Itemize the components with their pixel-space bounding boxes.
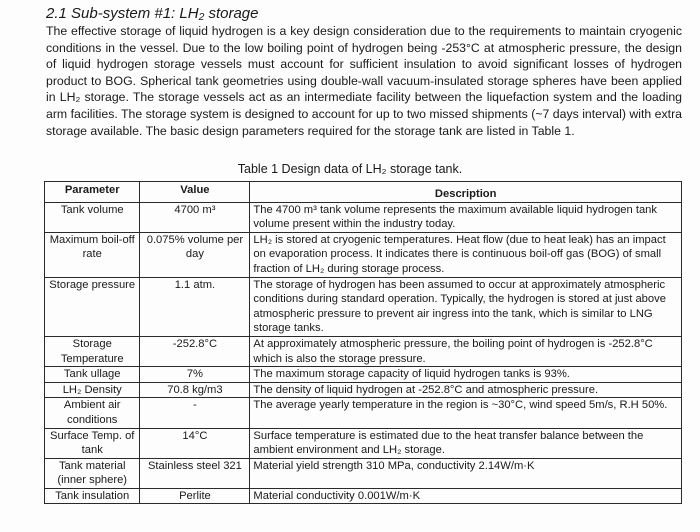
header-description: Description (250, 182, 682, 203)
cell-parameter: Maximum boil-off rate (45, 232, 140, 277)
cell-value: 7% (140, 367, 250, 383)
cell-parameter: Tank material (inner sphere) (45, 458, 140, 488)
table-row (45, 336, 682, 366)
cell-parameter: Tank insulation (45, 488, 140, 504)
section-heading: 2.1 Sub-system #1: LH₂ storage (46, 5, 259, 22)
cell-parameter: Tank volume (45, 202, 140, 232)
cell-value: 14°C (140, 428, 250, 458)
cell-parameter: Ambient air conditions (45, 398, 140, 428)
table-row (45, 202, 682, 232)
table-row (45, 367, 682, 383)
cell-parameter: Surface Temp. of tank (45, 428, 140, 458)
header-parameter: Parameter (45, 182, 140, 203)
header-value: Value (140, 182, 250, 203)
table-caption: Table 1 Design data of LH₂ storage tank. (237, 162, 463, 176)
cell-description: The 4700 m³ tank volume represents the maximum available liquid hydrogen tank volume present within the industry today. (250, 202, 682, 232)
cell-description: LH₂ is stored at cryogenic temperatures. Heat flow (due to heat leak) has an impact on evaporation process. It indicates there is continuous boil-off gas (BOG) of small fraction of LH₂ during storage process. (250, 232, 682, 277)
cell-value: 4700 m³ (140, 202, 250, 232)
cell-value: 70.8 kg/m3 (140, 382, 250, 398)
cell-description: At approximately atmospheric pressure, the boiling point of hydrogen is -252.8°C which is also the storage pressure. (250, 336, 682, 366)
table-row (45, 488, 682, 504)
cell-parameter: Storage Temperature (45, 336, 140, 366)
cell-description: Material yield strength 310 MPa, conductivity 2.14W/m·K (250, 458, 682, 488)
section-paragraph: The effective storage of liquid hydrogen is a key design consideration due to the requirements to maintain cryogenic conditions in the vessel. Due to the low boiling point of hydrogen being -253°C at atmospheric pressure, the design of liquid hydrogen storage vessels must account for sufficient insulation to avoid significant losses of hydrogen product to BOG. Spherical tank geometries using double-wall vacuum-insulated storage spheres have been applied in LH₂ storage. The storage vessels act as an intermediate facility between the liquefaction system and the loading arm facilities. The storage system is designed to account for up to two missed shipments (~7 days interval) with extra storage available. The basic design parameters required for the storage tank are listed in Table 1. (46, 24, 682, 138)
design-data-table (44, 181, 682, 504)
cell-description: The storage of hydrogen has been assumed to occur at approximately atmospheric conditions during standard operation. Typically, the hydrogen is stored at just above atmospheric pressure to prevent air ingress into the tank, which is similar to LNG storage tanks. (250, 277, 682, 336)
table-row (45, 232, 682, 277)
cell-description: Surface temperature is estimated due to the heat transfer balance between the ambient environment and LH₂ storage. (250, 428, 682, 458)
table-header-row (45, 182, 682, 203)
cell-value: - (140, 398, 250, 428)
table-row (45, 458, 682, 488)
cell-description: The maximum storage capacity of liquid hydrogen tanks is 93%. (250, 367, 682, 383)
cell-value: Perlite (140, 488, 250, 504)
cell-value: -252.8°C (140, 336, 250, 366)
cell-value: Stainless steel 321 (140, 458, 250, 488)
cell-description: Material conductivity 0.001W/m·K (250, 488, 682, 504)
cell-parameter: LH₂ Density (45, 382, 140, 398)
table-row (45, 277, 682, 336)
cell-description: The average yearly temperature in the region is ~30°C, wind speed 5m/s, R.H 50%. (250, 398, 682, 428)
cell-value: 1.1 atm. (140, 277, 250, 336)
table-row (45, 398, 682, 428)
table-row (45, 382, 682, 398)
cell-value: 0.075% volume per day (140, 232, 250, 277)
cell-description: The density of liquid hydrogen at -252.8°C and atmospheric pressure. (250, 382, 682, 398)
cell-parameter: Tank ullage (45, 367, 140, 383)
cell-parameter: Storage pressure (45, 277, 140, 336)
table-row (45, 428, 682, 458)
